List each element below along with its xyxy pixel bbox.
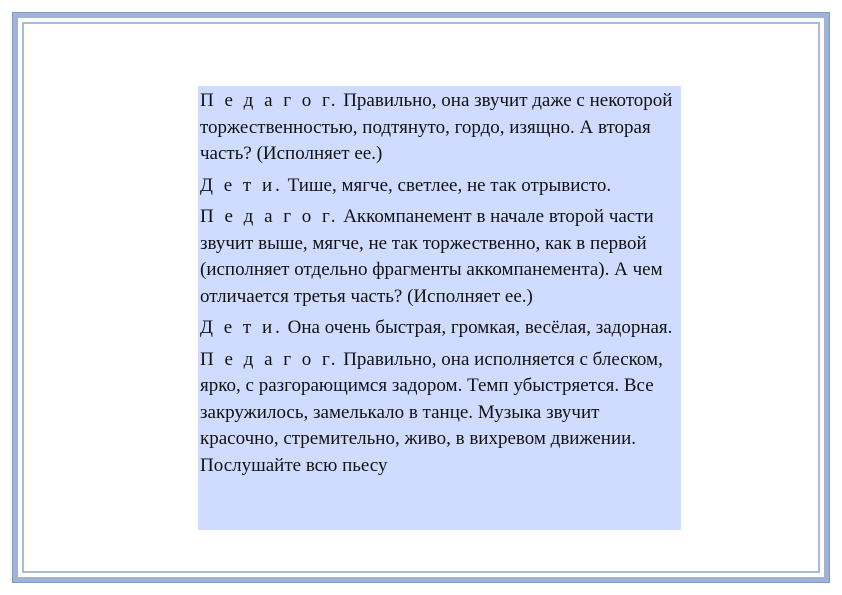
speaker-label: П е д а г о г. — [200, 348, 339, 370]
dialogue-paragraph-teacher-1 — [200, 88, 679, 168]
paragraph-text: Правильно, она звучит даже с некоторой торжественностью, подтянуто, гордо, изящно. А вторая часть? (Исполняет ее.) — [200, 90, 673, 164]
dialogue-paragraph-children-1 — [200, 173, 679, 200]
speaker-label: Д е т и. — [200, 317, 283, 338]
paragraph-text: Аккомпанемент в начале второй части звучит выше, мягче, не так торжественно, как в первой (исполняет отдельно фрагменты аккомпанемента). А чем отличается третья часть? (Исполняет ее.) — [200, 206, 663, 307]
dialogue-text-block — [198, 86, 681, 530]
paragraph-text: Она очень быстрая, громкая, весёлая, задорная. — [287, 317, 673, 338]
paragraph-text: Правильно, она исполняется с блеском, ярко, с разгорающимся задором. Темп убыстряется. Все закружилось, замелькало в танце. Музыка звучит красочно, стремительно, живо, в вихревом движении. Послушайте всю пьесу — [200, 348, 663, 476]
speaker-label: Д е т и. — [200, 174, 283, 196]
paragraph-text: Тише, мягче, светлее, не так отрывисто. — [287, 174, 612, 196]
speaker-label: П е д а г о г. — [200, 90, 339, 111]
speaker-label: П е д а г о г. — [200, 206, 339, 227]
dialogue-paragraph-teacher-2 — [200, 204, 679, 310]
dialogue-paragraph-children-2 — [200, 315, 679, 342]
dialogue-paragraph-teacher-3 — [200, 347, 679, 480]
